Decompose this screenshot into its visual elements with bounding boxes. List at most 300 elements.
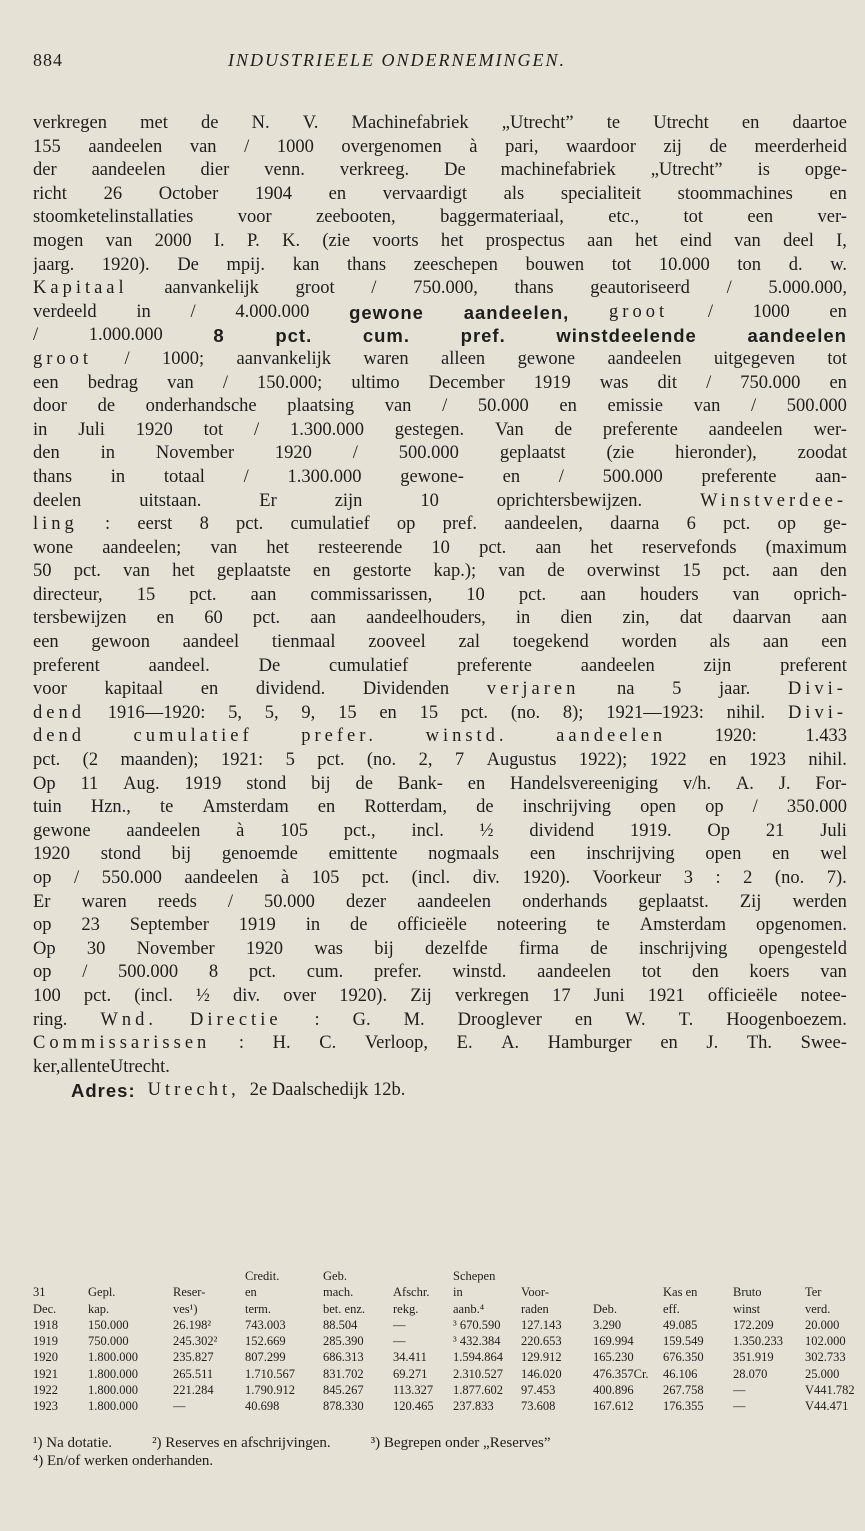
- table-cell: 40.698: [245, 1399, 280, 1414]
- word: daarvan: [732, 608, 792, 629]
- table-cell: 220.653: [521, 1334, 562, 1349]
- text-line: [33, 891, 847, 915]
- word: hieronder),: [675, 443, 757, 464]
- word: gestegen.: [394, 419, 465, 440]
- table-cell: 221.284: [173, 1383, 214, 1398]
- word: te: [606, 113, 621, 133]
- word: opge-: [804, 160, 847, 181]
- word: 11: [80, 773, 99, 794]
- word: van: [384, 396, 412, 417]
- word: De: [177, 254, 199, 275]
- word: mogen: [33, 230, 84, 251]
- word: /: [726, 278, 732, 299]
- word: Wnd.: [100, 1009, 157, 1030]
- text-line: [33, 466, 847, 490]
- word: de: [349, 915, 368, 936]
- word: :: [314, 1009, 320, 1030]
- word: 1920: [135, 419, 173, 440]
- table-row: [33, 1398, 849, 1414]
- table-cell: 1919: [33, 1334, 58, 1349]
- table-cell: 676.350: [663, 1350, 704, 1365]
- text-line: [33, 254, 847, 278]
- word: 60: [204, 608, 223, 629]
- adres-city: Utrecht,: [147, 1080, 240, 1101]
- word: Augustus: [486, 750, 557, 771]
- word: /: [442, 396, 448, 417]
- word: Winstverdee-: [700, 490, 847, 511]
- word: 5,: [264, 702, 279, 723]
- word: 1922: [649, 750, 687, 771]
- word: oprich-: [793, 584, 847, 605]
- word: gewone: [349, 301, 424, 323]
- word: 5.000.000,: [768, 278, 847, 299]
- word: dend: [33, 726, 85, 747]
- word: verkreeg.: [339, 160, 410, 181]
- word: resteerende: [318, 537, 403, 558]
- word: pct.: [518, 584, 547, 605]
- table-header-cell: eff.: [663, 1301, 680, 1316]
- word: 500.000: [118, 962, 179, 983]
- word: (zie: [606, 443, 635, 464]
- word: pct.: [361, 868, 390, 888]
- word: dezelfde: [425, 938, 488, 959]
- word: A.: [501, 1033, 520, 1054]
- word: /: [74, 868, 80, 888]
- word: zoodat: [797, 443, 847, 464]
- table-header-row: [33, 1268, 845, 1284]
- word: overwinst: [586, 561, 660, 582]
- text-line: [33, 230, 847, 254]
- word: geplaatst: [499, 443, 566, 464]
- word: werden: [792, 891, 847, 912]
- text-line: [33, 655, 847, 679]
- table-row: [33, 1366, 845, 1382]
- word: verkregen: [454, 985, 529, 1006]
- word: aan: [821, 608, 847, 629]
- text-line: [33, 820, 847, 844]
- table-cell: 1.790.912: [245, 1383, 295, 1398]
- word: 1920: [33, 844, 70, 865]
- word: aan: [580, 584, 606, 605]
- word: w.: [830, 254, 847, 275]
- word: November: [136, 938, 215, 959]
- word: 1921:: [221, 750, 264, 771]
- word: cumulatief: [329, 655, 409, 676]
- word: en: [741, 113, 760, 133]
- text-line: [33, 584, 847, 608]
- word: /: [227, 891, 233, 912]
- table-cell: 120.465: [393, 1399, 434, 1414]
- footnotes: [33, 1434, 847, 1470]
- table-cell: 169.994: [593, 1334, 634, 1349]
- word: Directie: [189, 1009, 282, 1030]
- word: zal: [458, 632, 480, 653]
- word: houders: [640, 584, 699, 605]
- word: 750.000,: [413, 278, 478, 299]
- word: De: [444, 160, 466, 181]
- word: 1920:: [714, 726, 757, 747]
- word: 50.000: [264, 891, 315, 912]
- word: over: [283, 985, 317, 1006]
- word: op: [396, 514, 416, 535]
- table-cell: 152.669: [245, 1334, 286, 1349]
- word: cumulatief: [290, 514, 370, 535]
- word: op: [777, 514, 797, 535]
- word: /: [558, 466, 564, 487]
- word: inschrijving: [586, 844, 675, 865]
- word: 100: [33, 985, 61, 1006]
- table-cell: 831.702: [323, 1366, 364, 1381]
- word: Aug.: [123, 773, 160, 794]
- table-header-cell: Bruto: [733, 1285, 762, 1300]
- table-cell: 1918: [33, 1317, 58, 1332]
- word: open: [640, 797, 677, 818]
- word: pct.: [722, 561, 751, 582]
- word: van: [189, 136, 217, 157]
- word: zeebooten,: [316, 207, 396, 228]
- word: 15: [419, 702, 439, 723]
- word: 1000: [752, 301, 790, 322]
- word: 155: [33, 136, 61, 157]
- word: alleen: [441, 348, 486, 369]
- word: pct.: [236, 514, 264, 535]
- word: prospectus: [485, 230, 565, 251]
- table-cell: 1.594.864: [453, 1350, 503, 1365]
- word: allen: [60, 1056, 97, 1077]
- word: te: [596, 915, 610, 936]
- word: aan: [762, 632, 789, 653]
- word: Van: [494, 419, 524, 440]
- word: E.: [456, 1033, 473, 1054]
- word: winstd.: [452, 962, 507, 983]
- word: Dividenden: [362, 679, 450, 700]
- table-cell: 1.800.000: [88, 1350, 138, 1365]
- text-line: [33, 1009, 847, 1033]
- word: aandeelen: [417, 891, 492, 912]
- word: 15: [338, 702, 357, 723]
- table-cell: 476.357Cr.: [593, 1366, 649, 1381]
- word: in: [110, 466, 126, 487]
- footnote-4: ⁴) En/of werken onderhanden.: [33, 1453, 214, 1469]
- table-cell: 167.612: [593, 1399, 634, 1414]
- word: pct.: [73, 561, 101, 582]
- word: à: [280, 868, 290, 888]
- table-cell: 807.299: [245, 1350, 286, 1365]
- word: Drooglever: [457, 1009, 542, 1030]
- word: tuin: [33, 797, 62, 818]
- table-cell: 245.302²: [173, 1334, 218, 1349]
- word: M.: [403, 1009, 425, 1030]
- word: aandeelhouders,: [366, 608, 486, 629]
- word: dat: [679, 608, 703, 629]
- word: den: [691, 962, 719, 983]
- word: 26: [103, 183, 123, 204]
- word: was: [314, 938, 343, 959]
- word: richt: [33, 183, 67, 204]
- table-cell: 26.198²: [173, 1317, 212, 1332]
- word: thans: [33, 466, 73, 487]
- word: 350.000: [786, 797, 847, 818]
- adres-street: 2e Daalschedijk 12b.: [249, 1080, 406, 1101]
- word: de: [476, 797, 494, 818]
- table-cell: 88.504: [323, 1317, 358, 1332]
- word: 8: [208, 962, 219, 983]
- word: Utrecht: [653, 113, 709, 133]
- word: onderhands: [522, 891, 608, 912]
- word: dier: [200, 160, 230, 181]
- text-line: [33, 796, 847, 820]
- table-cell: 1923: [33, 1399, 58, 1414]
- word: 21: [765, 820, 785, 841]
- text-line: [33, 490, 847, 514]
- word: meerderheid: [754, 136, 847, 157]
- word: inschrijving: [638, 938, 728, 959]
- table-cell: 165.230: [593, 1350, 634, 1365]
- word: aandeelen: [556, 726, 667, 747]
- word: en: [156, 608, 175, 629]
- word: pct.,: [343, 820, 376, 841]
- word: tot: [611, 254, 632, 275]
- word: d.: [788, 254, 803, 275]
- word: geautoriseerd: [590, 278, 690, 299]
- word: tot: [641, 962, 662, 983]
- word: zijn: [334, 490, 363, 511]
- word: Divi-: [787, 702, 847, 723]
- word: div.: [233, 985, 261, 1006]
- word: tienmaal: [271, 632, 336, 653]
- table-cell: 302.733: [805, 1350, 846, 1365]
- text-line: [33, 702, 847, 726]
- table-header-cell: Dec.: [33, 1301, 57, 1316]
- word: te: [159, 797, 174, 818]
- table-cell: 235.827: [173, 1350, 214, 1365]
- word: „Utrecht”: [650, 160, 723, 181]
- word: Amsterdam: [639, 915, 727, 936]
- word: Rotterdam,: [364, 797, 448, 818]
- word: /: [244, 136, 250, 157]
- word: nihil.: [808, 750, 847, 771]
- table-cell: V44.471: [805, 1399, 849, 1414]
- word: 105: [311, 868, 340, 888]
- table-cell: 237.833: [453, 1399, 494, 1414]
- text-line: [33, 607, 847, 631]
- table-cell: 176.355: [663, 1399, 704, 1414]
- word: vervaardigt: [382, 183, 467, 204]
- word: div.: [472, 868, 500, 888]
- word: 1904: [254, 183, 292, 204]
- word: emissie: [607, 396, 663, 417]
- word: in: [100, 443, 115, 464]
- word: G.: [352, 1009, 371, 1030]
- word: Bank-: [397, 773, 443, 794]
- word: kap.);: [433, 561, 477, 582]
- word: voor: [33, 679, 67, 700]
- word: inschrijving: [522, 797, 612, 818]
- word: thans: [514, 278, 554, 299]
- word: aan: [250, 584, 277, 605]
- word: 1916—1920:: [107, 702, 206, 723]
- word: (2: [82, 750, 99, 771]
- word: :: [238, 1033, 245, 1054]
- word: en: [200, 679, 219, 700]
- word: tot: [827, 348, 847, 369]
- word: v/h.: [682, 773, 712, 794]
- word: Commissarissen: [33, 1033, 211, 1054]
- word: zin,: [622, 608, 650, 629]
- word: aanvankelijk: [164, 278, 259, 299]
- table-cell: 878.330: [323, 1399, 364, 1414]
- word: geplaatste: [216, 561, 291, 582]
- word: 1920).: [339, 985, 388, 1006]
- word: kapitaal: [104, 679, 164, 700]
- word: de: [355, 773, 373, 794]
- word: Er: [259, 490, 277, 511]
- text-line: [33, 442, 847, 466]
- table-header-cell: in: [453, 1285, 463, 1300]
- table-cell: 1.800.000: [88, 1366, 138, 1381]
- table-cell: 25.000: [805, 1366, 840, 1381]
- text-line: [33, 773, 847, 797]
- table-cell: 265.511: [173, 1366, 214, 1381]
- word: preferente: [701, 466, 777, 487]
- word: 1919.: [629, 820, 672, 841]
- word: 150.000;: [257, 372, 323, 393]
- table-cell: 20.000: [805, 1317, 840, 1332]
- table-header-cell: en: [245, 1285, 257, 1300]
- word: bij: [171, 844, 192, 865]
- word: pct.: [275, 325, 313, 347]
- word: en: [559, 396, 577, 417]
- table-cell: 97.453: [521, 1383, 556, 1398]
- word: gewoon: [91, 632, 150, 653]
- adres-line: [71, 1079, 847, 1103]
- word: aandeel: [182, 632, 240, 653]
- word: 10: [431, 537, 450, 558]
- word: V.: [302, 113, 319, 133]
- word: pct.: [33, 750, 61, 771]
- table-cell: 1.877.602: [453, 1383, 503, 1398]
- word: Verloop,: [364, 1033, 429, 1054]
- word: te: [96, 1056, 110, 1077]
- table-cell: 102.000: [805, 1334, 846, 1349]
- word: J.: [778, 773, 791, 794]
- financial-table: [33, 1268, 855, 1415]
- word: /: [371, 278, 377, 299]
- word: aandeelen,: [504, 514, 583, 535]
- word: 50: [33, 561, 52, 582]
- word: van: [693, 396, 721, 417]
- word: 2: [743, 868, 753, 888]
- word: het: [172, 561, 195, 582]
- word: gewone: [33, 820, 91, 841]
- word: 750.000: [740, 372, 801, 393]
- word: specialiteit: [560, 183, 642, 204]
- word: etc.,: [608, 207, 640, 228]
- table-cell: 750.000: [88, 1334, 129, 1349]
- word: 1920).: [101, 254, 150, 275]
- word: (no.: [774, 868, 805, 888]
- word: /: [253, 419, 260, 440]
- word: Utrecht.: [109, 1056, 170, 1077]
- word: verdeeld: [33, 301, 97, 322]
- word: mpij.: [226, 254, 266, 275]
- table-cell: 46.106: [663, 1366, 698, 1381]
- text-line: [33, 725, 847, 749]
- word: op: [33, 962, 52, 983]
- text-line: [33, 1056, 847, 1080]
- table-cell: 159.549: [663, 1334, 704, 1349]
- word: deelen: [33, 490, 82, 511]
- word: kan: [292, 254, 320, 275]
- word: van: [105, 230, 133, 251]
- text-line: [33, 513, 847, 537]
- word: was: [599, 372, 629, 393]
- word: pari,: [505, 136, 539, 157]
- word: officieële: [397, 915, 467, 936]
- word: ton: [737, 254, 762, 275]
- table-header-cell: Deb.: [593, 1301, 617, 1316]
- running-title: INDUSTRIEELE ONDERNEMINGEN.: [228, 50, 566, 70]
- word: tersbewijzen: [33, 608, 127, 629]
- word: cum.: [306, 962, 344, 983]
- word: aandeelen: [126, 820, 201, 841]
- word: prefer.: [301, 726, 377, 747]
- word: tot: [203, 419, 224, 440]
- word: A.: [735, 773, 754, 794]
- word: 8: [213, 325, 225, 347]
- word: 1921: [647, 985, 685, 1006]
- word: in: [136, 301, 151, 322]
- word: zooveel: [368, 632, 426, 653]
- word: preferente: [602, 419, 678, 440]
- word: 1920).: [522, 868, 571, 888]
- table-header-row: [33, 1301, 845, 1317]
- word: 1.000.000: [88, 325, 163, 346]
- text-line: [33, 914, 847, 938]
- word: 500.000: [602, 466, 663, 487]
- table-cell: 129.912: [521, 1350, 562, 1365]
- word: dividend: [529, 820, 595, 841]
- table-cell: 400.896: [593, 1383, 634, 1398]
- word: 23: [81, 915, 100, 936]
- word: November: [155, 443, 234, 464]
- word: oprichtersbewijzen.: [496, 490, 643, 511]
- word: cumulatief: [133, 726, 253, 747]
- word: verjaren: [486, 679, 580, 700]
- word: worden: [621, 632, 677, 653]
- word: totaal: [163, 466, 205, 487]
- word: waren: [363, 348, 409, 369]
- word: en: [660, 1033, 678, 1054]
- word: 7).: [826, 868, 847, 888]
- table-cell: 34.411: [393, 1350, 427, 1365]
- word: 1.300.000: [289, 419, 364, 440]
- word: „Utrecht”: [501, 113, 574, 133]
- word: Handelsvereeniging: [510, 773, 658, 794]
- word: van: [734, 230, 761, 251]
- word: J.: [706, 1033, 719, 1054]
- table-cell: 1921: [33, 1366, 58, 1381]
- text-line: [33, 324, 847, 348]
- table-header-cell: raden: [521, 1301, 549, 1316]
- word: plaatsing: [287, 396, 355, 417]
- word: aandeelen: [580, 655, 655, 676]
- word: /: [752, 797, 758, 818]
- word: de: [590, 938, 608, 959]
- word: I.: [213, 230, 225, 251]
- word: aan: [310, 608, 336, 629]
- word: uitstaan.: [139, 490, 202, 511]
